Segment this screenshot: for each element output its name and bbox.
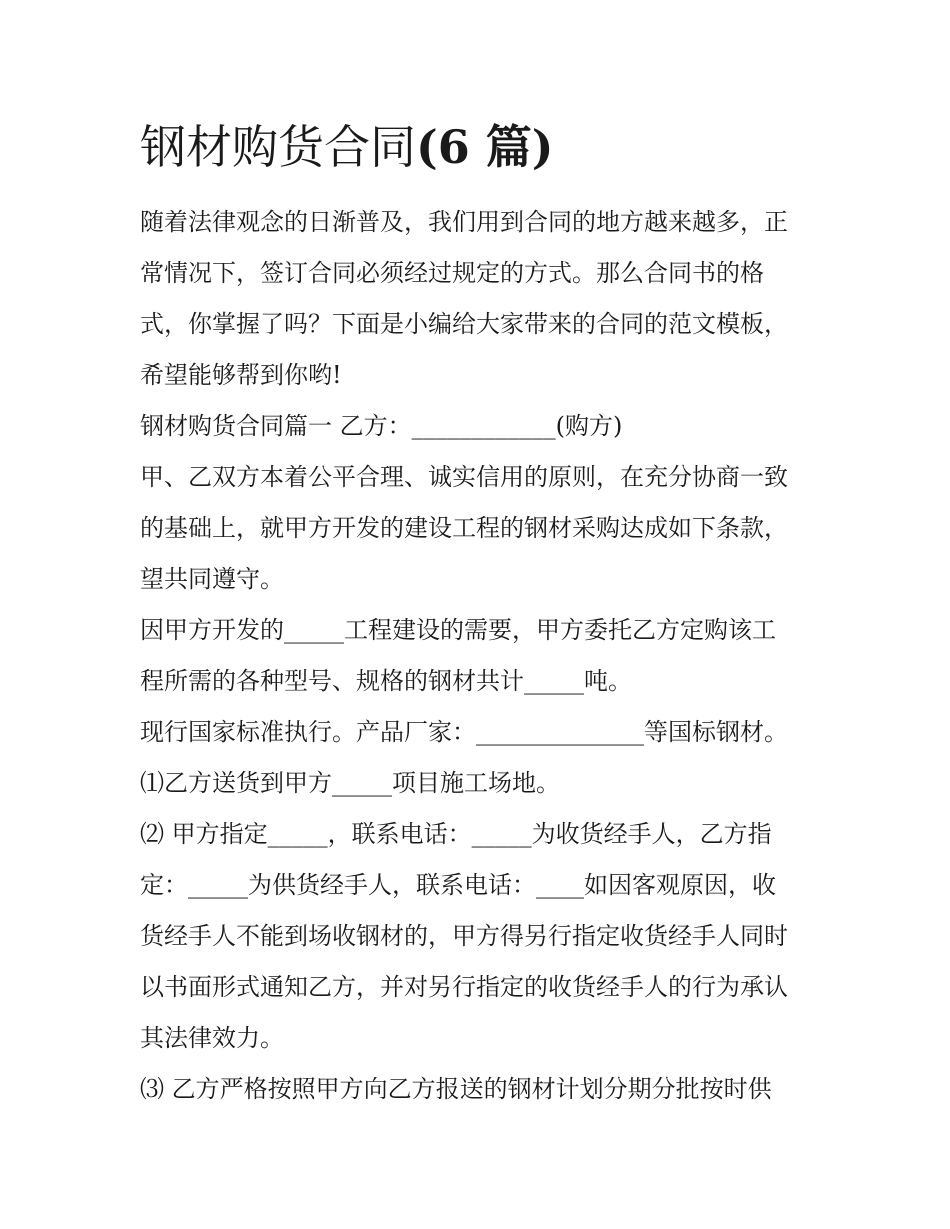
document-body xyxy=(140,197,815,1115)
text-line: 因甲方开发的_____工程建设的需要，甲方委托乙方定购该工 xyxy=(140,616,776,644)
text-line: 随着法律观念的日渐普及，我们用到合同的地方越来越多，正 xyxy=(140,208,788,236)
clause-line: ⑶ 乙方严格按照甲方向乙方报送的钢材计划分期分批按时供 xyxy=(140,1075,772,1103)
text-line: 望共同遵守。 xyxy=(140,565,284,593)
title-suffix: (6 篇) xyxy=(416,120,554,174)
text-line: 式，你掌握了吗？下面是小编给大家带来的合同的范文模板， xyxy=(140,310,788,338)
text-line: 现行国家标准执行。产品厂家：______________等国标钢材。 xyxy=(140,718,788,746)
text-line: 其法律效力。 xyxy=(140,1024,284,1052)
title-main: 钢材购货合同 xyxy=(140,120,416,174)
text-line: 甲、乙双方本着公平合理、诚实信用的原则，在充分协商一致 xyxy=(140,463,788,491)
text-line: 的基础上，就甲方开发的建设工程的钢材采购达成如下条款， xyxy=(140,514,788,542)
text-line: 以书面形式通知乙方，并对另行指定的收货经手人的行为承认 xyxy=(140,973,788,1001)
clause-line: ⑴乙方送货到甲方_____项目施工场地。 xyxy=(140,769,560,797)
text-line: 货经手人不能到场收钢材的，甲方得另行指定收货经手人同时 xyxy=(140,922,788,950)
text-line: 希望能够帮到你哟! xyxy=(140,361,342,389)
text-line: 常情况下，签订合同必须经过规定的方式。那么合同书的格 xyxy=(140,259,764,287)
section-heading-line: 钢材购货合同篇一 乙方：____________(购方) xyxy=(140,412,623,440)
document-title xyxy=(140,116,554,178)
text-line: 程所需的各种型号、规格的钢材共计_____吨。 xyxy=(140,667,632,695)
clause-line: ⑵ 甲方指定_____，联系电话：_____为收货经手人，乙方指 xyxy=(140,820,772,848)
text-line: 定：_____为供货经手人，联系电话：____如因客观原因，收 xyxy=(140,871,776,899)
